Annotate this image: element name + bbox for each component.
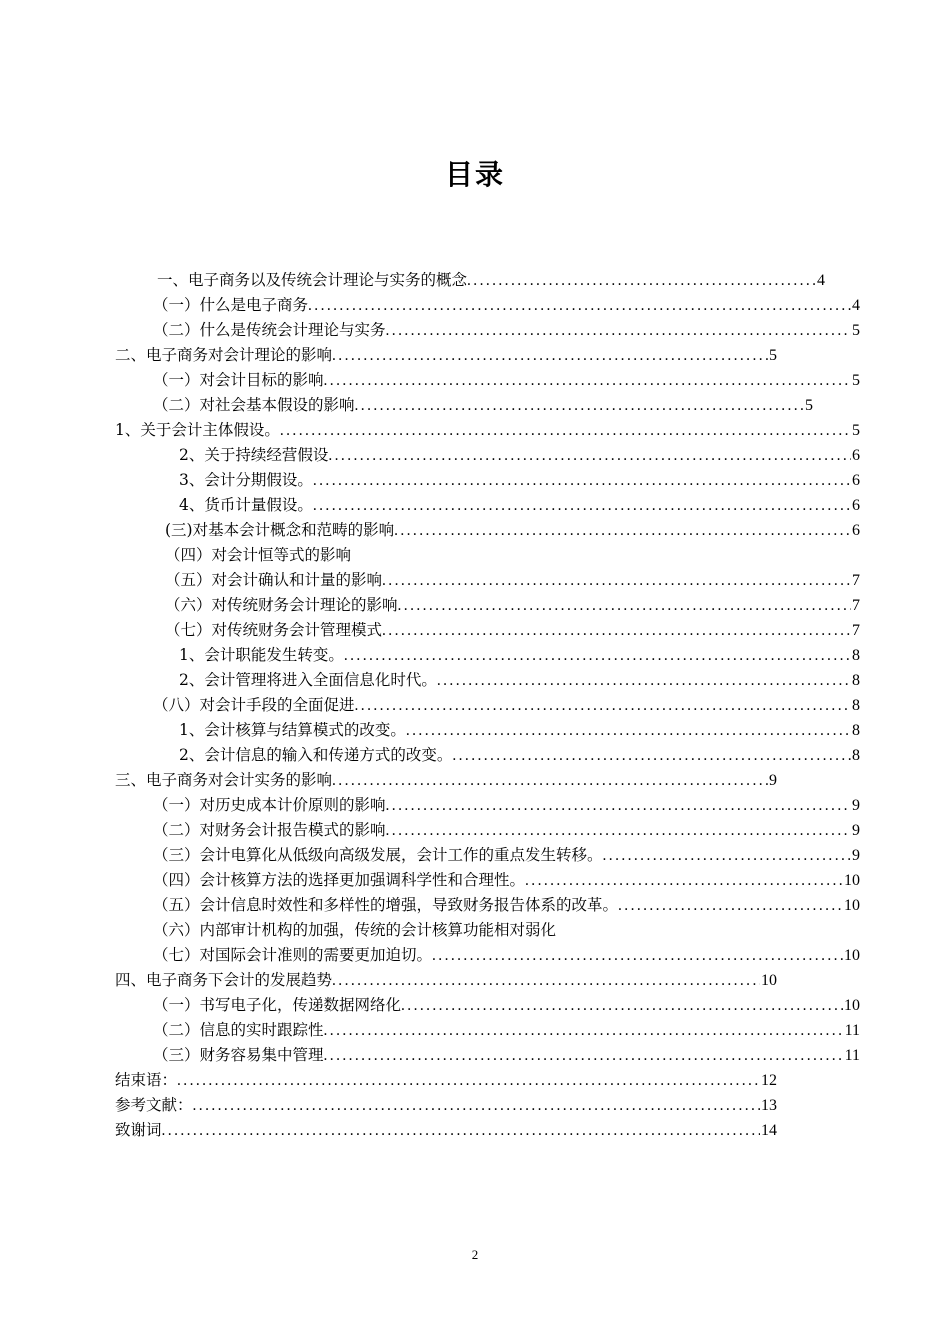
toc-entry[interactable] [115,768,777,792]
toc-leader [162,1119,760,1142]
toc-entry[interactable] [153,818,860,842]
toc-entry-page: 9 [769,772,777,789]
toc-entry-page: 4 [817,272,825,289]
toc-entry-page: 10 [844,872,860,889]
toc-entry-text: (三)对基本会计概念和范畴的影响 [165,521,395,539]
toc-leader [280,419,851,442]
toc-leader [332,769,768,792]
toc-leader [386,319,851,342]
toc-entry-text: （五）对会计确认和计量的影响 [165,571,383,589]
toc-entry-text: （一）对历史成本计价原则的影响 [153,796,386,814]
toc-entry[interactable] [165,543,860,567]
toc-entry[interactable] [179,443,860,467]
toc-entry[interactable] [165,568,860,592]
toc-entry-page: 14 [761,1122,777,1139]
toc-entry-page: 6 [852,472,860,489]
toc-entry-page: 8 [852,747,860,764]
toc-leader [452,744,851,767]
toc-entry-page: 5 [852,372,860,389]
toc-entry-text: （八）对会计手段的全面促进 [153,696,355,714]
toc-entry-text: 2、关于持续经营假设 [179,446,329,464]
toc-entry[interactable] [153,693,860,717]
toc-entry-page: 5 [769,347,777,364]
toc-entry[interactable] [179,493,860,517]
toc-entry-text: （三）财务容易集中管理 [153,1046,324,1064]
toc-entry[interactable] [153,843,860,867]
toc-entry-page: 13 [761,1097,777,1114]
toc-entry-text: 结束语： [115,1071,178,1089]
toc-leader [355,394,804,417]
toc-entry-text: 3、会计分期假设。 [179,471,313,489]
toc-entry[interactable] [115,1093,777,1117]
toc-entry[interactable] [153,793,860,817]
toc-leader [432,944,843,967]
toc-entry[interactable] [115,968,777,992]
toc-entry-page: 5 [852,422,860,439]
toc-entry-text: 四、电子商务下会计的发展趋势 [115,971,333,989]
toc-entry[interactable] [153,368,860,392]
toc-entry-text: 4、货币计量假设。 [179,496,313,514]
toc-entry[interactable] [115,1118,777,1142]
toc-entry-page: 6 [852,447,860,464]
toc-entry-text: 1、会计核算与结算模式的改变。 [179,721,406,739]
toc-entry-page: 6 [852,497,860,514]
toc-entry-text: 一、电子商务以及传统会计理论与实务的概念 [157,271,468,289]
toc-leader [394,519,851,542]
toc-entry-text: （二）信息的实时跟踪性 [153,1021,324,1039]
toc-entry-page: 9 [852,822,860,839]
toc-leader [355,694,851,717]
toc-entry-page: 12 [761,1072,777,1089]
toc-entry-page: 6 [852,522,860,539]
toc-leader [324,1044,844,1067]
toc-leader [332,969,760,992]
toc-entry-text: （一）对会计目标的影响 [153,371,324,389]
toc-entry[interactable] [153,868,860,892]
toc-entry[interactable] [165,593,860,617]
toc-entry-page: 9 [852,847,860,864]
toc-leader [382,569,851,592]
toc-leader [398,594,851,617]
toc-leader [386,819,851,842]
toc-entry[interactable] [153,393,813,417]
toc-leader [406,719,851,742]
toc-entry[interactable] [165,618,860,642]
toc-leader [193,1094,760,1117]
toc-entry-page: 8 [852,697,860,714]
toc-entry[interactable] [153,918,860,942]
toc-entry-page: 8 [852,647,860,664]
toc-entry-page: 8 [852,672,860,689]
toc-entry[interactable] [179,743,860,767]
toc-entry-page: 9 [852,797,860,814]
toc-leader [344,644,851,667]
toc-entry[interactable] [115,1068,777,1092]
toc-leader [382,619,851,642]
toc-entry-page: 7 [852,597,860,614]
toc-entry-page: 5 [852,322,860,339]
toc-entry-text: （五）会计信息时效性和多样性的增强，导致财务报告体系的改革。 [153,896,619,914]
toc-entry-text: （七）对国际会计准则的需要更加迫切。 [153,946,433,964]
toc-entry-page: 10 [761,972,777,989]
toc-entry-page: 11 [844,1047,860,1064]
toc-leader [332,344,768,367]
toc-leader [525,869,843,892]
toc-title: 目录 [444,158,505,191]
toc-entry[interactable] [115,418,860,442]
toc-entry-text: （二）对社会基本假设的影响 [153,396,355,414]
page-number: 2 [471,1247,479,1262]
toc-entry[interactable] [165,518,860,542]
toc-leader [386,794,851,817]
toc-leader [603,844,851,867]
toc-leader [437,669,851,692]
toc-entry-text: （二）对财务会计报告模式的影响 [153,821,386,839]
toc-entry[interactable] [179,718,860,742]
toc-leader [618,894,843,917]
toc-leader [401,994,843,1017]
toc-entry[interactable] [179,643,860,667]
toc-entry-text: 三、电子商务对会计实务的影响 [115,771,333,789]
toc-entry-page: 10 [844,997,860,1014]
toc-entry[interactable] [153,993,860,1017]
toc-entry[interactable] [179,468,860,492]
toc-entry-text: （二）什么是传统会计理论与实务 [153,321,386,339]
toc-entry-text: （六）对传统财务会计理论的影响 [165,596,398,614]
toc-entry-text: （一）书写电子化，传递数据网络化 [153,996,402,1014]
toc-entry-text: 1、会计职能发生转变。 [179,646,344,664]
toc-entry-text: 2、会计管理将进入全面信息化时代。 [179,671,437,689]
toc-entry[interactable] [153,293,860,317]
toc-entry[interactable] [153,893,860,917]
toc-entry-text: （六）内部审计机构的加强，传统的会计核算功能相对弱化 [153,921,557,939]
toc-entry-page: 5 [805,397,813,414]
toc-entry-page: 4 [852,297,860,314]
toc-entry-page: 11 [844,1022,860,1039]
toc-entry-text: 2、会计信息的输入和传递方式的改变。 [179,746,453,764]
toc-leader [313,494,851,517]
toc-leader [324,1019,844,1042]
toc-entry-text: 二、电子商务对会计理论的影响 [115,346,333,364]
toc-entry-page: 8 [852,722,860,739]
toc-entry-text: （四）会计核算方法的选择更加强调科学性和合理性。 [153,871,526,889]
toc-entry-page: 7 [852,622,860,639]
toc-leader [177,1069,760,1092]
toc-entry[interactable] [115,343,777,367]
toc-leader [328,444,851,467]
toc-entry[interactable] [153,1018,860,1042]
toc-entry[interactable] [153,943,860,967]
toc-entry-text: 1、关于会计主体假设。 [115,421,280,439]
toc-entry[interactable] [153,318,860,342]
toc-entry[interactable] [179,668,860,692]
toc-leader [313,469,851,492]
toc-entry-text: 参考文献： [115,1096,193,1114]
toc-leader [467,269,816,292]
toc-leader [324,369,851,392]
toc-entry-page: 10 [844,947,860,964]
toc-entry[interactable] [157,268,825,292]
toc-entry-page: 10 [844,897,860,914]
toc-entry-text: （七）对传统财务会计管理模式 [165,621,383,639]
toc-entry-text: （四）对会计恒等式的影响 [165,546,352,564]
toc-entry-page: 7 [852,572,860,589]
toc-entry-text: （一）什么是电子商务 [153,296,309,314]
toc-entry-text: （三）会计电算化从低级向高级发展，会计工作的重点发生转移。 [153,846,603,864]
toc-leader [308,294,851,317]
toc-entry[interactable] [153,1043,860,1067]
toc-entry-text: 致谢词 [115,1121,162,1139]
